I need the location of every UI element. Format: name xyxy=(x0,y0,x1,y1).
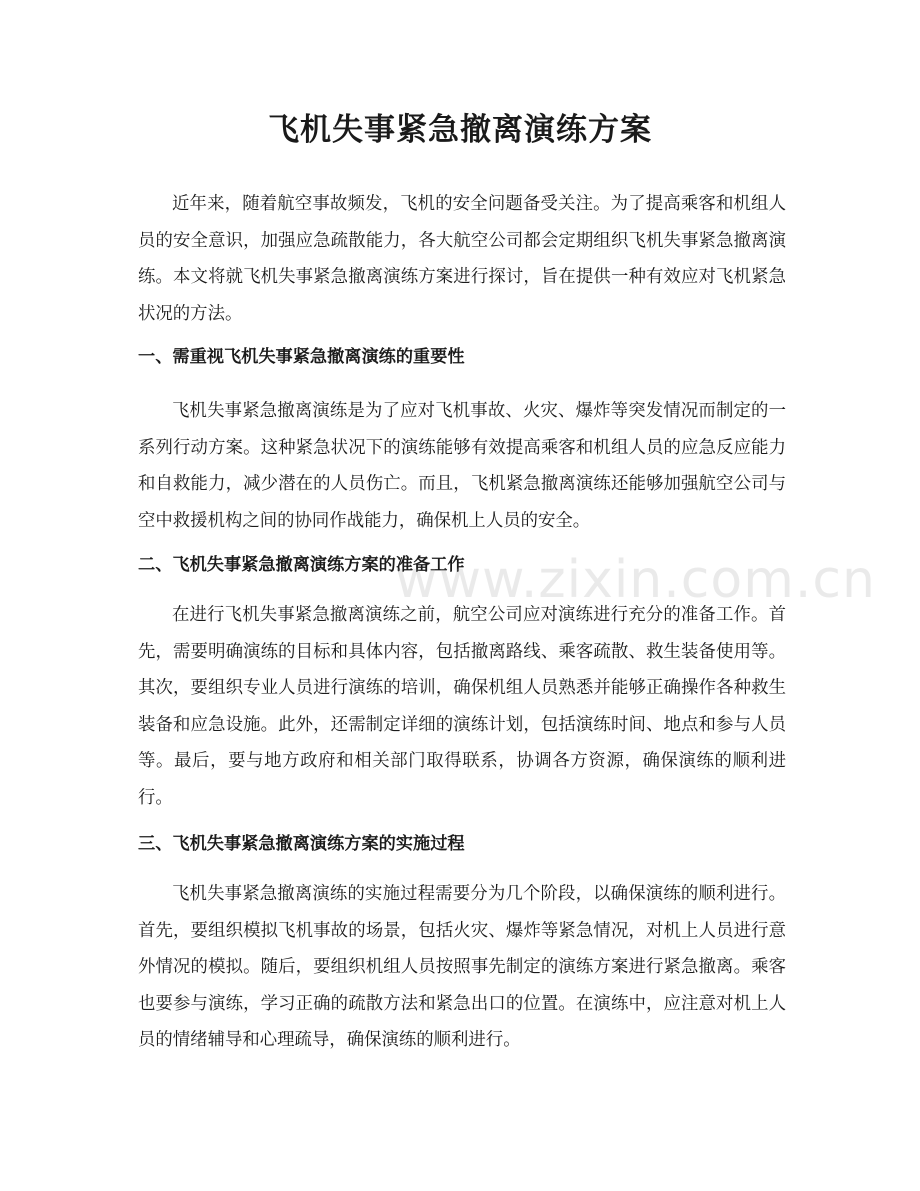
intro-paragraph: 近年来，随着航空事故频发，飞机的安全问题备受关注。为了提高乘客和机组人员的安全意识，加强应急疏散能力，各大航空公司都会定期组织飞机失事紧急撤离演练。本文将就飞机失事紧急撤离演练方案进行探讨，旨在提供一种有效应对飞机紧急状况的方法。 xyxy=(138,194,786,324)
document-title: 飞机失事紧急撤离演练方案 xyxy=(268,112,652,148)
section-3-heading: 三、飞机失事紧急撤离演练方案的实施过程 xyxy=(138,834,465,854)
section-2-paragraph: 在进行飞机失事紧急撤离演练之前，航空公司应对演练进行充分的准备工作。首先，需要明确演练的目标和具体内容，包括撤离路线、乘客疏散、救生装备使用等。其次，要组织专业人员进行演练的培训，确保机组人员熟悉并能够正确操作各种救生装备和应急设施。此外，还需制定详细的演练计划，包括演练时间、地点和参与人员等。最后，要与地方政府和相关部门取得联系，协调各方资源，确保演练的顺利进行。 xyxy=(138,605,786,808)
section-3-paragraph: 飞机失事紧急撤离演练的实施过程需要分为几个阶段，以确保演练的顺利进行。首先，要组织模拟飞机事故的场景，包括火灾、爆炸等紧急情况，对机上人员进行意外情况的模拟。随后，要组织机组人员按照事先制定的演练方案进行紧急撤离。乘客也要参与演练，学习正确的疏散方法和紧急出口的位置。在演练中，应注意对机上人员的情绪辅导和心理疏导，确保演练的顺利进行。 xyxy=(138,884,786,1050)
watermark: www.zixin.com.cn xyxy=(395,550,876,610)
section-1-paragraph: 飞机失事紧急撤离演练是为了应对飞机事故、火灾、爆炸等突发情况而制定的一系列行动方案。这种紧急状况下的演练能够有效提高乘客和机组人员的应急反应能力和自救能力，减少潜在的人员伤亡。而且，飞机紧急撤离演练还能够加强航空公司与空中救援机构之间的协同作战能力，确保机上人员的安全。 xyxy=(138,401,786,531)
section-2-heading: 二、飞机失事紧急撤离演练方案的准备工作 xyxy=(138,555,465,575)
section-1-heading: 一、需重视飞机失事紧急撤离演练的重要性 xyxy=(138,347,465,367)
